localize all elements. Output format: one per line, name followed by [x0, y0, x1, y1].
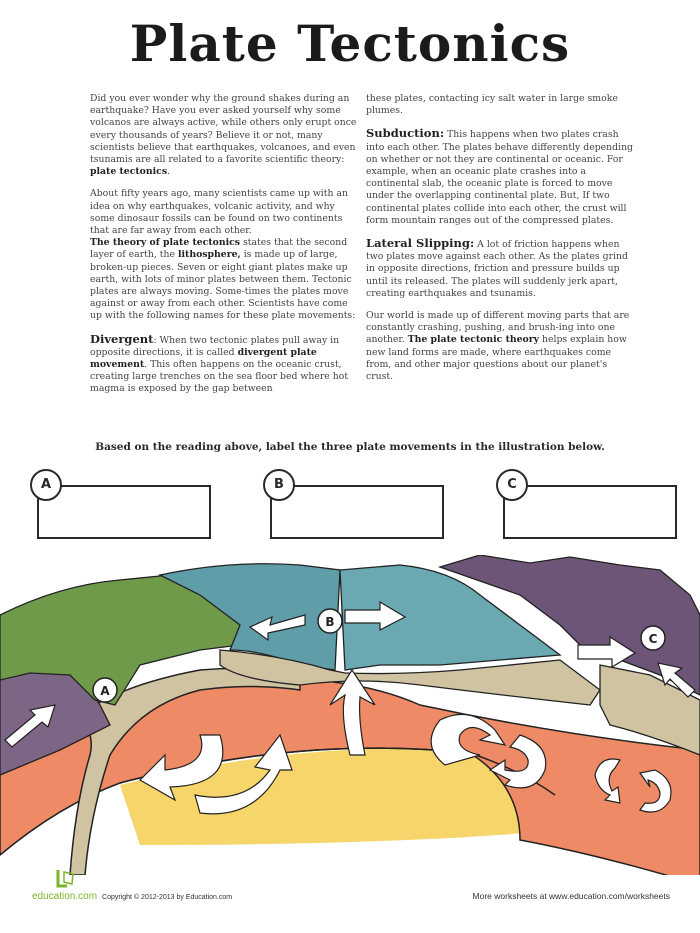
label-circle-b: B [263, 469, 295, 501]
copyright-text: Copyright © 2012-2013 by Education.com [102, 894, 233, 901]
closing-paragraph: Our world is made up of different moving parts that are constantly crashing, pushing, and brush-ing into one another. The plate tectonic theory helps explain how new land forms are made, where earthquakes come from, and other major questions about our planet's crust. [366, 310, 630, 383]
divergent-continued: these plates, contacting icy salt water in large smoke plumes. [366, 93, 618, 117]
education-logo-icon [55, 866, 77, 888]
divergent-paragraph: Divergent: When two tectonic plates pull away in opposite directions, it is called divergent plate movement. This often happens on the oceanic crust, creating large trenches on the sea floor bed where hot magma is exposed by the gap between [90, 331, 349, 395]
plate-tectonics-illustration [0, 555, 700, 875]
subduction-paragraph: Subduction: This happens when two plates crash into each other. The plates behave differently depending on whether or not they are continental or oceanic. For example, when an oceanic plate crashes into a continental slab, the oceanic plate is forced to move under the overlapping continental plate. But, If two continental plates collide into each other, the crust will form mountain ranges out of the compressed plates. [366, 126, 634, 226]
footer-left [32, 891, 232, 902]
marker-c: C [648, 632, 658, 646]
more-worksheets-link[interactable]: More worksheets at www.education.com/worksheets [472, 891, 670, 901]
intro-paragraph: Did you ever wonder why the ground shakes during an earthquake? Have you ever asked yourself why some volcanos are always active, while others only erupt once every thousands of years? Believe it or not, many scientists believe that earthquakes, volcanoes, and even tsunamis are all related to a favorite scientific theory: plate tectonics. [90, 93, 357, 178]
theory-paragraph: About fifty years ago, many scientists came up with an idea on why earthquakes, volcanic activity, and why some dinosaur fossils can be found on two continents that are far away from each other. The theory of plate tectonics states that the second layer of earth, the lithosphere, is made up of large, broken-up pieces. Seven or eight giant plates make up earth, with lots of minor plates between them. Tectonic plates are always moving. Some-times the plates move against or away from each other. Scientists have come up with the following names for these plate movements: [90, 188, 356, 322]
page-title: Plate Tectonics [129, 14, 571, 73]
answer-box-a[interactable] [37, 477, 211, 539]
label-circle-a: A [30, 469, 62, 501]
answer-box-b[interactable] [270, 477, 444, 539]
marker-a: A [100, 684, 110, 698]
lateral-slipping-paragraph: Lateral Slipping: A lot of friction happens when two plates move against each other. As the plates grind in opposite directions, friction and pressure builds up until its released. The plates will suddenly jerk apart, creating earthquakes and tsunamis. [366, 236, 628, 299]
answer-box-c[interactable] [503, 477, 677, 539]
left-column [90, 93, 358, 406]
instruction-text: Based on the reading above, label the three plate movements in the illustration below. [95, 441, 605, 453]
label-circle-c: C [496, 469, 528, 501]
right-column [366, 93, 634, 393]
marker-b: B [325, 615, 335, 629]
education-logo[interactable]: education.com [32, 891, 98, 902]
